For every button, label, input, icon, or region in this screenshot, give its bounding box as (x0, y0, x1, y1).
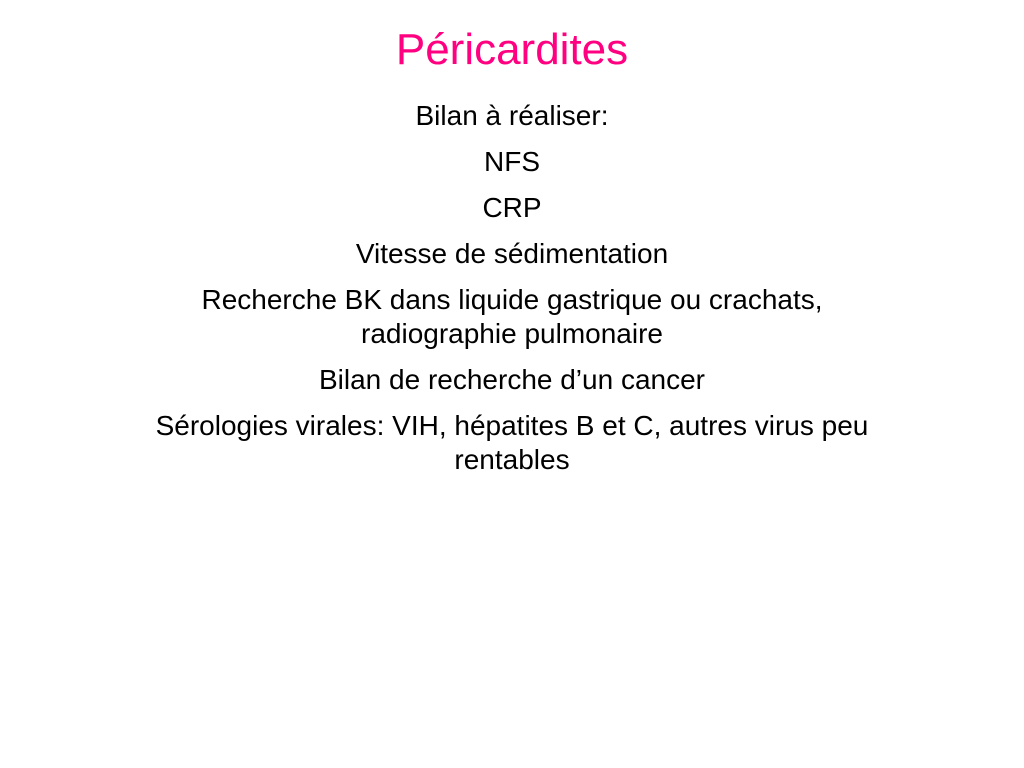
list-item-recherche-bk (52, 283, 972, 351)
list-item-vitesse (52, 237, 972, 271)
list-item-crp (52, 191, 972, 225)
list-item-text: Vitesse de sédimentation (355, 238, 669, 269)
list-item-bilan (52, 99, 972, 133)
list-item-text: CRP (482, 192, 542, 223)
list-item-cancer (52, 363, 972, 397)
list-item-text: Bilan de recherche d’un cancer (318, 364, 705, 395)
list-item-nfs (52, 145, 972, 179)
list-item-serologies (52, 409, 972, 477)
slide-title: Péricardites (395, 25, 629, 74)
list-item-line-2: radiographie pulmonaire (361, 318, 663, 349)
list-item-line-1: Recherche BK dans liquide gastrique ou crachats, (201, 284, 823, 315)
list-item-text: Bilan à réaliser: (415, 100, 609, 131)
list-item-line-2: rentables (454, 444, 570, 475)
content-list (52, 99, 972, 489)
list-item-line-1: Sérologies virales: VIH, hépatites B et C, autres virus peu (155, 410, 869, 441)
list-item-text: NFS (484, 146, 540, 177)
